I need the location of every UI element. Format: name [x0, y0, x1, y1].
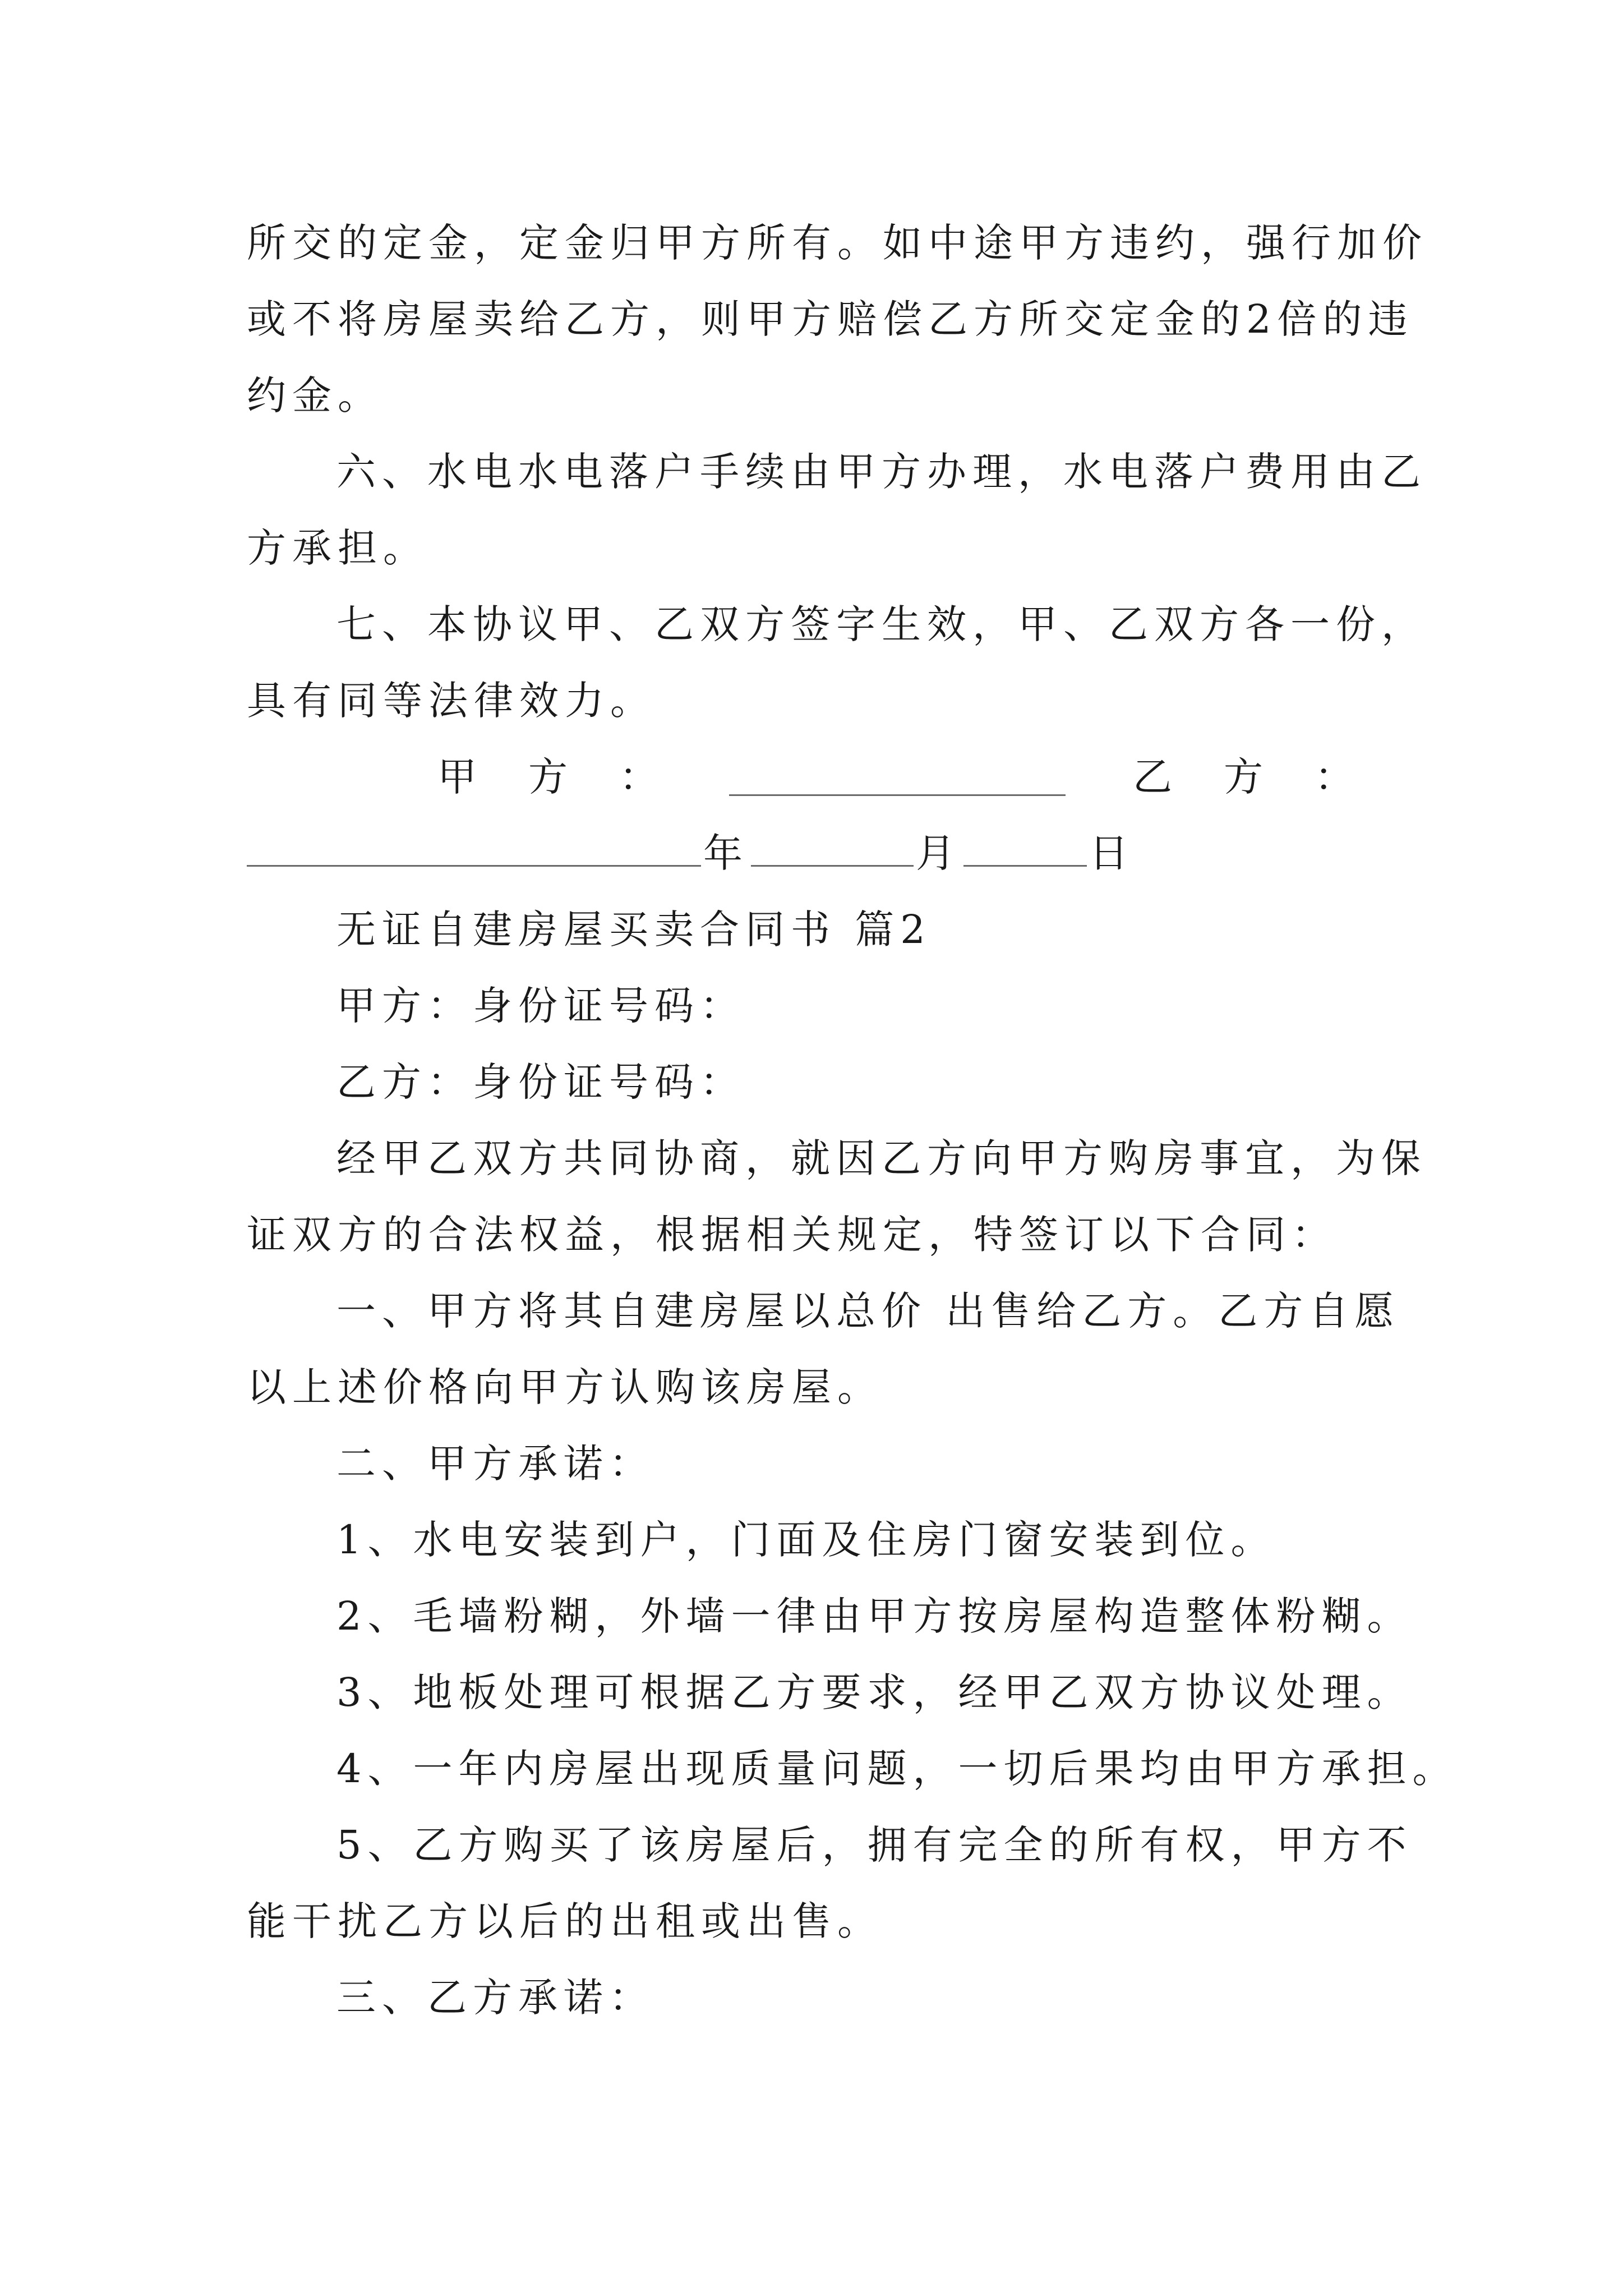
paragraph-line: 无证自建房屋买卖合同书 篇2 [336, 907, 932, 953]
month-blank[interactable] [751, 832, 914, 867]
day-blank[interactable] [963, 832, 1087, 867]
paragraph-line: 六、水电水电落户手续由甲方办理，水电落户费用由乙 [336, 449, 1427, 495]
day-label: 日 [1089, 830, 1135, 876]
paragraph-line: 七、本协议甲、乙双方签字生效，甲、乙双方各一份， [336, 601, 1427, 647]
paragraph-line: 以上述价格向甲方认购该房屋。 [247, 1364, 883, 1410]
paragraph-line: 甲方：身份证号码： [336, 983, 745, 1029]
paragraph-line: 具有同等法律效力。 [247, 678, 656, 724]
party-b-signature-label: 乙 方 ： [1133, 754, 1360, 800]
paragraph-line: 5、乙方购买了该房屋后，拥有完全的所有权，甲方不 [336, 1822, 1413, 1868]
paragraph-line: 三、乙方承诺： [336, 1975, 654, 2021]
party-a-signature-blank[interactable] [729, 744, 1066, 821]
paragraph-line: 方承担。 [247, 525, 428, 571]
paragraph-line: 所交的定金，定金归甲方所有。如中途甲方违约，强行加价 [247, 220, 1428, 266]
paragraph-line: 约金。 [247, 372, 383, 418]
paragraph-line: 乙方：身份证号码： [336, 1059, 745, 1105]
paragraph-line: 3、地板处理可根据乙方要求，经甲乙双方协议处理。 [336, 1669, 1413, 1715]
year-label: 年 [703, 830, 749, 876]
paragraph-line: 或不将房屋卖给乙方，则甲方赔偿乙方所交定金的2倍的违 [247, 296, 1414, 342]
contract-body [247, 205, 1458, 2036]
paragraph-line: 证双方的合法权益，根据相关规定，特签订以下合同： [247, 1212, 1337, 1258]
contract-clauses-top [247, 205, 1428, 739]
signature-row [247, 739, 1380, 815]
party-b-signature-blank[interactable] [247, 832, 701, 867]
contract-clauses-bottom [247, 891, 1458, 2036]
paragraph-line: 经甲乙双方共同协商，就因乙方向甲方购房事宜，为保 [336, 1135, 1427, 1181]
paragraph-line: 2、毛墙粉糊，外墙一律由甲方按房屋构造整体粉糊。 [336, 1593, 1413, 1639]
date-row [247, 815, 1380, 891]
paragraph-line: 4、一年内房屋出现质量问题，一切后果均由甲方承担。 [336, 1746, 1458, 1792]
paragraph-line: 二、甲方承诺： [336, 1441, 654, 1487]
paragraph-line: 1、水电安装到户，门面及住房门窗安装到位。 [336, 1517, 1276, 1563]
paragraph-line: 一、甲方将其自建房屋以总价 出售给乙方。乙方自愿 [336, 1288, 1400, 1334]
party-a-signature-label: 甲 方 ： [437, 754, 665, 800]
month-label: 月 [916, 830, 961, 876]
paragraph-line: 能干扰乙方以后的出租或出售。 [247, 1898, 883, 1944]
